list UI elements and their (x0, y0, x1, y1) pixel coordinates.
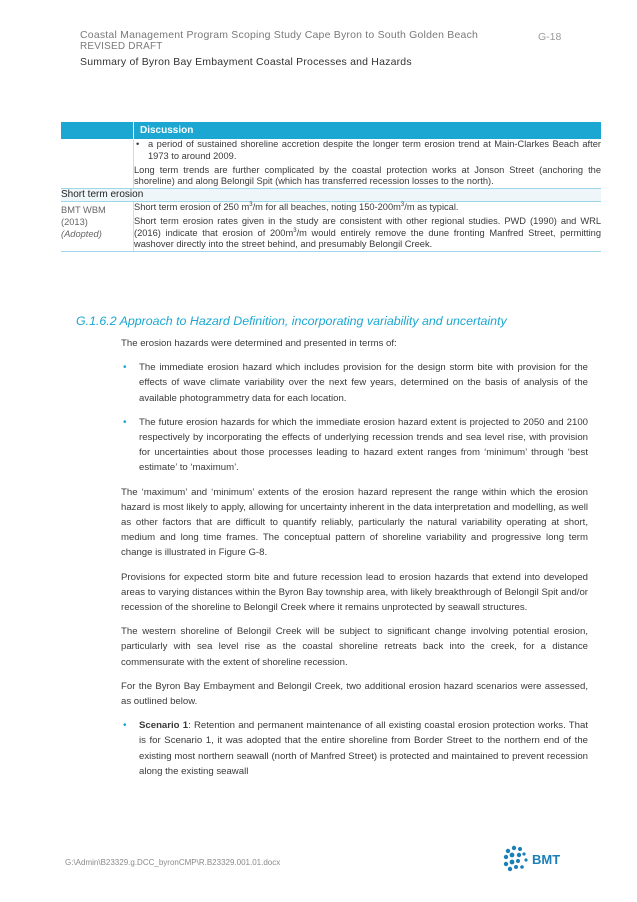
bmt-logo-text: BMT (532, 852, 561, 867)
table-cell-discussion (134, 201, 602, 251)
header-draft-status: REVISED DRAFT (80, 41, 163, 52)
hazard-discussion-table (61, 122, 601, 252)
table-cell-source (61, 139, 134, 189)
table-paragraph: Short term erosion of 250 $m^3/m$ for all beaches, noting $150-200m^3/m$ as typical. (134, 201, 459, 212)
bullet-icon: • (123, 720, 127, 732)
page-number: G-18 (538, 31, 562, 43)
source-status: (Adopted) (61, 228, 102, 239)
paragraph: The ‘maximum’ and ‘minimum’ extents of the erosion hazard represent the range within which the erosion hazard is most likely to apply, allowing for uncertainty inherent in the data interpretation and modelling, as well as other factors that are difficult to quantify reliably, particularly the natural variability operating at short, medium and long time frames. The conceptual pattern of shoreline variability and progressive long term change is illustrated in Figure G-8. (121, 486, 588, 559)
list-item: • a period of sustained shoreline accretion despite the longer term erosion trend at Main-Clarkes Beach after 1973 to around 2009. (136, 139, 601, 161)
table-cell-source (61, 201, 134, 251)
source-name: BMT WBM (61, 204, 106, 215)
bullet-icon: • (136, 139, 140, 149)
header-project-title: Coastal Management Program Scoping Study Cape Byron to South Golden Beach (80, 29, 479, 41)
table-paragraph: Long term trends are further complicated by the coastal protection works at Jonson Street (anchoring the shoreline) and along Belongil Spit (which has transferred recession losses to the north). (134, 164, 601, 187)
scenario-label: Scenario 1 (139, 720, 189, 732)
source-year: (2013) (61, 216, 88, 227)
table-section-row (61, 189, 601, 202)
body-text (121, 336, 588, 788)
table-header-discussion: Discussion (134, 122, 602, 139)
section-short-term-erosion: Short term erosion (61, 189, 601, 202)
footer-file-path: G:\Admin\B23329.g.DCC_byronCMP\R.B23329.001.01.docx (65, 858, 281, 867)
header-section-title: Summary of Byron Bay Embayment Coastal Processes and Hazards (80, 56, 412, 68)
paragraph: For the Byron Bay Embayment and Belongil Creek, two additional erosion hazard scenarios were assessed, as outlined below. (121, 680, 588, 708)
paragraph: The erosion hazards were determined and presented in terms of: (121, 338, 397, 349)
list-item: • The future erosion hazards for which the immediate erosion hazard extent is projected to 2050 and 2100 respectively by incorporating the effects of underlying recession trends and sea level rise, with provision for uncertainties about those processes leading to hazard extent ranges from ‘minimum’ through ‘best estimate’ to ‘maximum’. (121, 415, 588, 476)
section-heading: G.1.6.2 Approach to Hazard Definition, incorporating variability and uncertainty (76, 314, 507, 328)
list-item: • The immediate erosion hazard which includes provision for the design storm bite with provision for the effects of wave climate variability over the next few years, determined on the basis of analysis of the available photogrammetry data for each location. (121, 360, 588, 406)
table-row (61, 201, 601, 251)
paragraph: The western shoreline of Belongil Creek will be subject to significant change involving potential erosion, particularly with sea level rise as the coastal shoreline retreats back into the creek, for a distance commensurate with the extent of shoreline recession. (121, 626, 588, 668)
table-row (61, 139, 601, 189)
table-paragraph: Short term erosion rates given in the study are consistent with other regional studies. PWD (1990) and WRL (2016) indicate that erosion of $200m^3/m$ would entirely remove the dune fronting Manfred Street, permitting washover directly into the street behind, and presumably Belongil Creek. (134, 215, 601, 250)
paragraph: Provisions for expected storm bite and future recession lead to erosion hazards that extend into developed areas to varying distances within the Byron Bay township area, with likely breakthrough of Belongil Spit and/or recession of the shoreline to Belongil Creek where it remains unprotected by seawall structures. (121, 571, 588, 614)
bullet-icon: • (123, 416, 127, 428)
table-header-source (61, 122, 134, 139)
table-header-row (61, 122, 601, 139)
bullet-icon: • (123, 362, 127, 374)
list-item: • Scenario 1: Retention and permanent maintenance of all existing coastal erosion protection works. That is for Scenario 1, it was adopted that the entire shoreline from Border Street to the northern end of the existing most northern seawall (north of Manfred Street) is protected and maintained to prevent recession along the existing seawall (121, 718, 588, 779)
table-cell-discussion (134, 139, 602, 189)
